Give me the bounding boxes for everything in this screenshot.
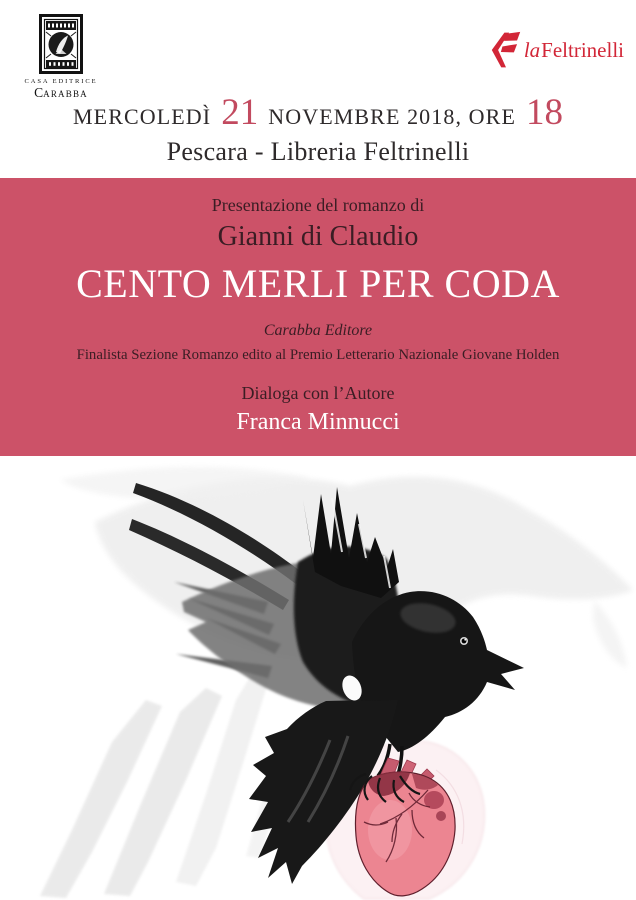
publisher-name: Carabba Editore: [263, 322, 373, 339]
author-name: Gianni di Claudio: [217, 221, 419, 252]
day-number: 21: [221, 92, 259, 133]
feltrinelli-f-icon: [491, 28, 521, 72]
dialogue-label: Dialoga con l’Autore: [241, 383, 395, 403]
carabba-caption-line1: CASA EDITRICE: [24, 78, 98, 85]
book-title: CENTO MERLI PER CODA: [76, 261, 560, 306]
hour-number: 18: [525, 92, 563, 133]
intro-line: Presentazione del romanzo di: [211, 195, 425, 215]
crow-with-heart-artwork: [0, 456, 636, 900]
title-band: [0, 178, 636, 456]
feltrinelli-wordmark: [523, 37, 624, 62]
month-text: NOVEMBRE 2018, ORE: [268, 104, 516, 129]
event-location: Pescara - Libreria Feltrinelli: [166, 137, 470, 166]
feltrinelli-logo: [491, 28, 624, 72]
weekday-text: MERCOLEDÌ: [73, 104, 212, 129]
crow-heart-illustration: [0, 456, 636, 900]
feltrinelli-name: Feltrinelli: [541, 37, 624, 62]
carabba-publisher-logo: [18, 14, 104, 101]
carabba-woodcut-icon: [39, 14, 83, 74]
feltrinelli-la: la: [523, 37, 541, 62]
gray-brush-strokes: [40, 664, 292, 898]
carabba-initial: C: [34, 85, 44, 100]
award-note: Finalista Sezione Romanzo edito al Premio Letterario Nazionale Giovane Holden: [76, 347, 560, 363]
event-date: [0, 94, 636, 131]
dialogue-speaker: Franca Minnucci: [236, 409, 400, 435]
carabba-rest: ARABBA: [43, 89, 88, 99]
